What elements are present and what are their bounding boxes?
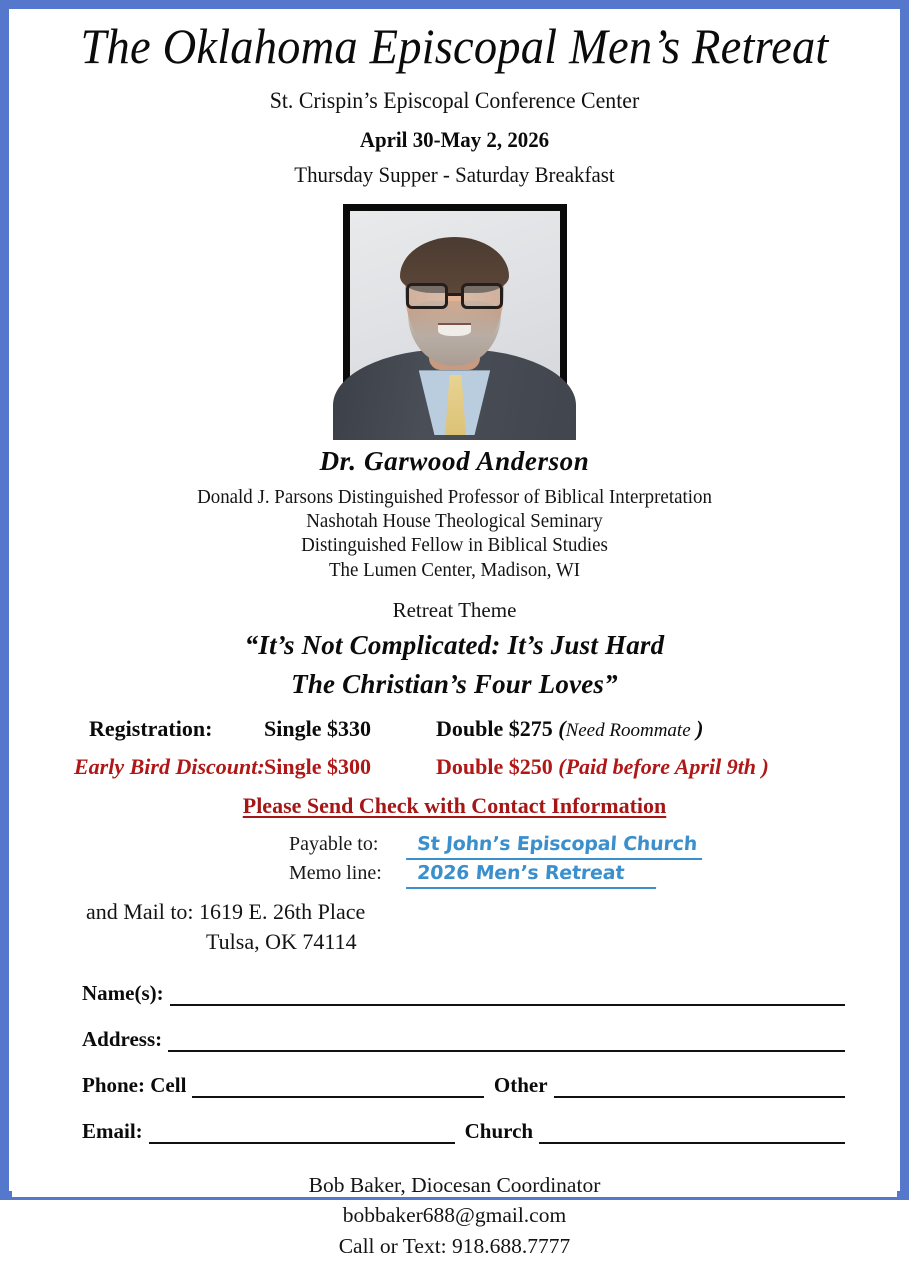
- registration-double-amount: Double $275: [436, 716, 553, 742]
- portrait-lens-right: [461, 283, 503, 309]
- send-check-instruction: Please Send Check with Contact Information: [242, 793, 667, 819]
- early-bird-label: Early Bird Discount:: [74, 754, 265, 780]
- phone-other-label: Other: [493, 1072, 548, 1097]
- coordinator-email[interactable]: bobbaker688@gmail.com: [342, 1203, 567, 1228]
- early-bird-double-price: [436, 754, 875, 780]
- address-field-label: Address:: [82, 1026, 163, 1051]
- mailing-address-line-1: and Mail to: 1619 E. 26th Place: [86, 899, 366, 925]
- name-field-label: Name(s):: [82, 980, 164, 1005]
- phone-cell-input[interactable]: [192, 1080, 483, 1098]
- flyer-content-sheet: [12, 18, 897, 1258]
- pricing-row-regular: [34, 716, 875, 742]
- retreat-theme-line-1: “It’s Not Complicated: It’s Just Hard: [244, 630, 665, 661]
- pricing-row-early-bird: [34, 754, 875, 780]
- early-bird-double-amount: Double $250: [436, 754, 553, 780]
- schedule-line: Thursday Supper - Saturday Breakfast: [294, 161, 615, 187]
- mailing-address-line-2: Tulsa, OK 74114: [206, 929, 357, 954]
- credential-line-3: Distinguished Fellow in Biblical Studies: [301, 535, 608, 557]
- form-row-email: [82, 1119, 845, 1144]
- speaker-photo-wrap: [34, 204, 875, 434]
- flyer-border-frame: [9, 9, 900, 1258]
- memo-line-row: [289, 860, 875, 889]
- pricing-block: [34, 716, 875, 819]
- registration-note-open: (: [558, 716, 566, 742]
- memo-line-label: Memo line:: [289, 862, 382, 885]
- memo-line-value: 2026 Men’s Retreat: [406, 861, 658, 889]
- payable-to-value: St John’s Episcopal Church: [406, 832, 704, 860]
- portrait-lens-left: [406, 283, 448, 309]
- registration-form: [34, 981, 875, 1144]
- early-bird-note-open: (: [558, 754, 566, 780]
- speaker-name: Dr. Garwood Anderson: [319, 445, 590, 476]
- form-row-phone: [82, 1073, 845, 1098]
- mailing-address: [34, 897, 875, 956]
- registration-note: Need Roommate: [565, 720, 691, 742]
- registration-note-close: ): [696, 716, 704, 742]
- speaker-photo-frame: [343, 204, 567, 434]
- speaker-portrait-image: [350, 211, 560, 427]
- registration-single-price: Single $330: [264, 716, 371, 742]
- form-row-address: [82, 1027, 845, 1052]
- portrait-glasses-bridge: [448, 293, 462, 296]
- church-field-label: Church: [464, 1118, 534, 1143]
- email-field-input[interactable]: [149, 1126, 455, 1144]
- form-row-name: [82, 981, 845, 1006]
- early-bird-note: Paid before April 9th: [565, 754, 757, 780]
- payable-to-label: Payable to:: [289, 833, 379, 856]
- credential-line-2: Nashotah House Theological Seminary: [306, 510, 603, 532]
- venue-line: St. Crispin’s Episcopal Conference Center: [269, 88, 640, 113]
- page-title: The Oklahoma Episcopal Men’s Retreat: [80, 18, 829, 74]
- registration-label: Registration:: [89, 716, 213, 742]
- portrait-glasses-shape: [406, 283, 503, 309]
- contact-footer: [34, 1170, 875, 1261]
- coordinator-name: Bob Baker, Diocesan Coordinator: [308, 1172, 601, 1197]
- address-field-input[interactable]: [168, 1034, 845, 1052]
- name-field-input[interactable]: [170, 988, 845, 1006]
- coordinator-phone: Call or Text: 918.688.7777: [338, 1233, 571, 1258]
- early-bird-note-close: ): [761, 754, 769, 780]
- date-line: April 30-May 2, 2026: [359, 126, 550, 152]
- portrait-smile-shape: [438, 323, 472, 336]
- credential-line-1: Donald J. Parsons Distinguished Professor of Biblical Interpretation: [197, 486, 712, 508]
- early-bird-single-price: Single $300: [264, 754, 371, 780]
- registration-double-price: [436, 716, 875, 742]
- retreat-theme-line-2: The Christian’s Four Loves”: [291, 669, 618, 700]
- retreat-theme-label: Retreat Theme: [392, 598, 517, 623]
- credential-line-4: The Lumen Center, Madison, WI: [328, 559, 581, 581]
- payable-to-row: [289, 831, 875, 860]
- phone-cell-label: Phone: Cell: [82, 1072, 187, 1097]
- phone-other-input[interactable]: [554, 1080, 845, 1098]
- church-field-input[interactable]: [539, 1126, 845, 1144]
- email-field-label: Email:: [82, 1118, 143, 1143]
- payment-block: [34, 831, 875, 889]
- speaker-credentials: [47, 486, 863, 583]
